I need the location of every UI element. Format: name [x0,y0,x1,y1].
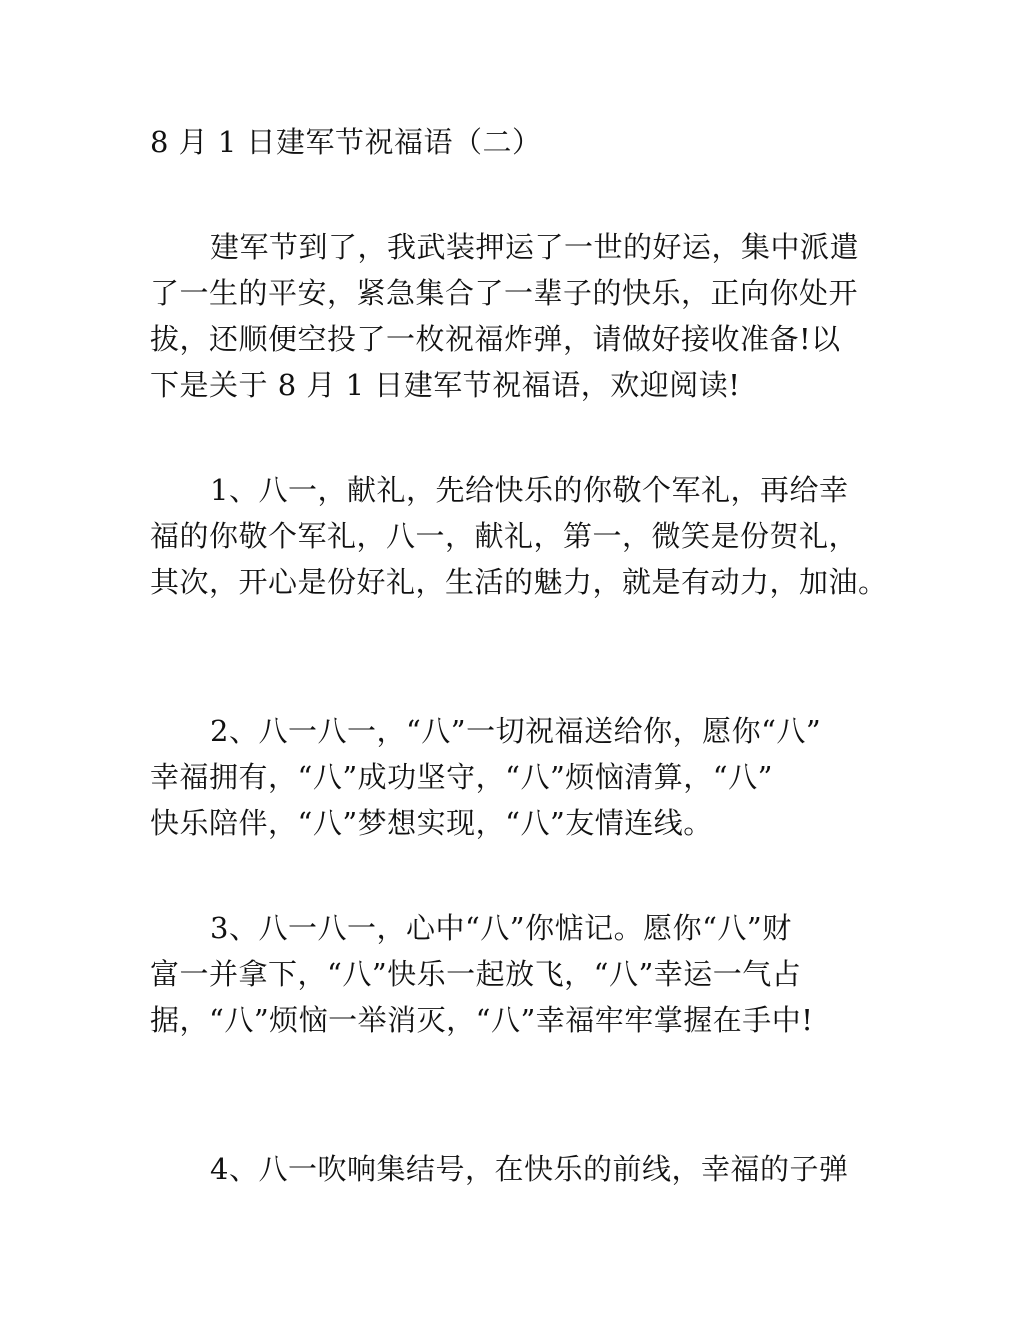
item-4-line: 4、八一吹响集结号，在快乐的前线，幸福的子弹 [210,1152,849,1186]
item-2-line: 2、八一八一，“八”一切祝福送给你，愿你“八” [210,714,822,748]
intro-line: 建军节到了，我武装押运了一世的好运，集中派遣 [210,230,860,264]
intro-line: 了一生的平安，紧急集合了一辈子的快乐，正向你处开 [150,276,859,310]
item-1-line: 1、八一，献礼，先给快乐的你敬个军礼，再给幸 [210,473,849,507]
document-title: 8 月 1 日建军节祝福语（二） [150,125,542,159]
item-2-line: 幸福拥有，“八”成功坚守，“八”烦恼清算，“八” [150,760,773,794]
intro-line: 下是关于 8 月 1 日建军节祝福语，欢迎阅读! [150,368,741,402]
intro-line: 拔，还顺便空投了一枚祝福炸弹，请做好接收准备!以 [150,322,841,356]
item-3-line: 据，“八”烦恼一举消灭，“八”幸福牢牢掌握在手中! [150,1003,814,1037]
item-1-line: 其次，开心是份好礼，生活的魅力，就是有动力，加油。 [150,565,888,599]
item-1-line: 福的你敬个军礼，八一，献礼，第一，微笑是份贺礼， [150,519,859,553]
item-3-line: 富一并拿下，“八”快乐一起放飞，“八”幸运一气占 [150,957,802,991]
item-2-line: 快乐陪伴，“八”梦想实现，“八”友情连线。 [150,806,713,840]
item-3-line: 3、八一八一，心中“八”你惦记。愿你“八”财 [210,911,792,945]
